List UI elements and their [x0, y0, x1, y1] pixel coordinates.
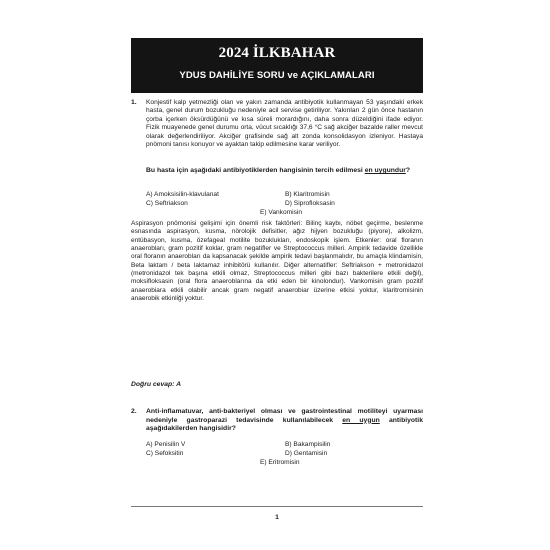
header-title: 2024 İLKBAHAR: [218, 45, 336, 61]
question-2-option-a: A) Penisilin V: [146, 441, 186, 448]
question-1-emphasis: en uygundur: [364, 167, 406, 174]
question-1-prompt: Bu hasta için aşağıdaki antibiyotiklerden hangisinin tercih edilmesi en uygundur?: [146, 167, 411, 174]
question-2-prompt: Anti-inflamatuvar, anti-bakteriyel olması ve gastrointestinal motiliteyi uyarması nedeniyle gastroparazi tedavisinde kullanılabilecek en uygun antibiyotik aşağıdakilerden hangisidir?: [146, 408, 423, 433]
question-1-option-e: E) Vankomisin: [260, 209, 303, 216]
question-2-option-e: E) Eritromisin: [260, 459, 300, 466]
question-2-option-c: C) Sefoksitin: [146, 450, 184, 457]
footer-divider: [131, 506, 423, 507]
question-1-option-c: C) Seftriakson: [146, 200, 188, 207]
question-1-option-d: D) Siprofloksasin: [285, 200, 335, 207]
question-1-option-a: A) Amoksisilin-klavulanat: [146, 191, 219, 198]
question-2-option-d: D) Gentamisin: [285, 450, 328, 457]
document-page: [131, 38, 423, 526]
question-1-explanation: Aspirasyon pnömonisi gelişimi için önemli risk faktörleri: Bilinç kaybı, nöbet geçirme, beslenme esnasında aspirasyon, kusma, nörolojik defisitler, ağız hijyen bozukluğu (piyore), alkolizm, entübasyon, kusma, özefageal motilite bozuklukları, endoskopik işlem. Etkenler: oral floranın anaerobları, gram pozitif koklar, gram negatifler ve Streptococcus milleri. Ampirik tedavide özellikle oral floranın anaerobları da kapsanacak şekilde ampirik tedavi başlanmalıdır, bu amaçla klindamisin, Beta laktam / beta laktamaz inhibitörü kullanılır. Diğer alternatifler: Seftriakson + metronidazol (metronidazol tek başına etkili olmaz, Streptococcus milleri gibi bazı bakterilere etkili değil), moksifloksasin (oral flora anaeroblarına da etki eden bir kinolondur). Vankomisin gram pozitif anaerobiara etkili olabilir ancak gram negatif anaerobiar üzerine etkisi yoktur, klaritromisinin anaerobik etkinliği yoktur.: [131, 220, 423, 303]
page-number: 1: [275, 514, 279, 521]
question-1-option-b: B) Klaritromisin: [285, 191, 330, 198]
question-2-number: 2.: [131, 408, 137, 415]
question-1-answer: Doğru cevap: A: [131, 381, 181, 388]
question-1-stem: Konjestif kalp yetmezliği olan ve yakın zamanda antibiyotik kullanmayan 53 yaşındaki erkek hasta, genel durum bozukluğu nedeniyle acil servise getiriliyor. Yakınları 2 gün önce hastanın çorba içerken öksürdüğünü ve kısa süreli morardığını, daha sonra düzeldiğini ifade ediyor. Fizik muayenede genel durumu orta, vücut sıcaklığı 37,6 °C sağ akciğer bazalde raller mevcut olarak değerlendiriliyor. Akciğer grafisinde sağ alt zonda konsolidasyon izleniyor. Hastaya pnömoni tanısı konuyor ve ayaktan takip edilmesine karar veriliyor.: [146, 99, 423, 149]
header-subtitle: YDUS DAHİLİYE SORU ve AÇIKLAMALARI: [179, 70, 375, 81]
question-2-option-b: B) Bakampisilin: [285, 441, 331, 448]
question-2-emphasis: en uygun: [342, 416, 380, 424]
question-1-number: 1.: [131, 99, 137, 106]
header-banner: [131, 38, 423, 93]
question-2: [131, 408, 423, 508]
